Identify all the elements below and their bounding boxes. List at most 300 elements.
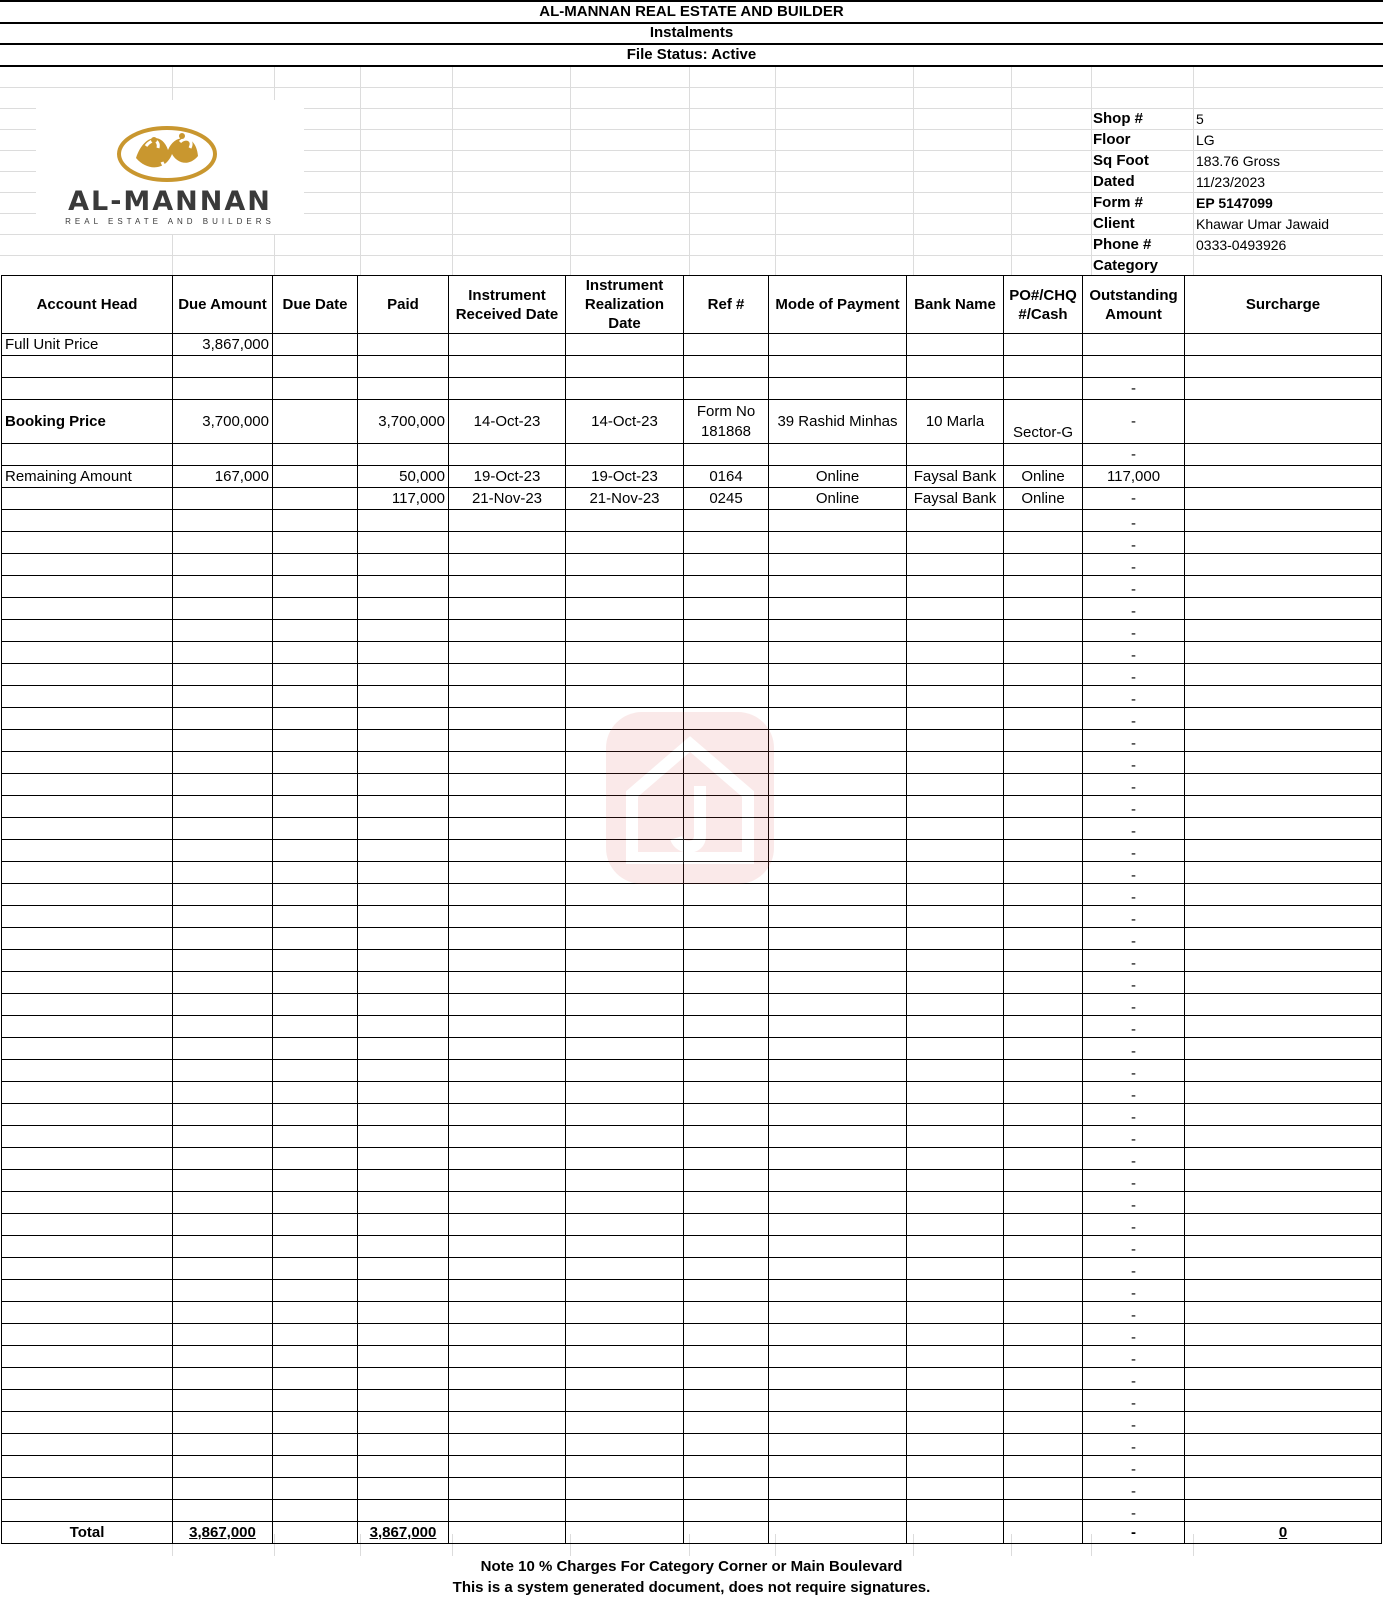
info-label: Sq Foot bbox=[1093, 152, 1149, 169]
cell-bank bbox=[907, 1500, 1004, 1522]
table-row bbox=[2, 1148, 1382, 1170]
cell-mode bbox=[769, 818, 907, 840]
cell-paid bbox=[358, 1192, 449, 1214]
cell-realization bbox=[566, 356, 684, 378]
col-ref: Ref # bbox=[684, 276, 769, 334]
cell-mode bbox=[769, 884, 907, 906]
cell-received bbox=[449, 1060, 566, 1082]
cell-account-head bbox=[2, 752, 173, 774]
cell-mode bbox=[769, 972, 907, 994]
cell-received bbox=[449, 444, 566, 466]
cell-po bbox=[1004, 1456, 1083, 1478]
cell-due-date bbox=[273, 1478, 358, 1500]
cell-po: Online bbox=[1004, 488, 1083, 510]
cell-due-date bbox=[273, 1148, 358, 1170]
cell-paid bbox=[358, 356, 449, 378]
cell-surcharge bbox=[1185, 356, 1382, 378]
logo-tagline: REAL ESTATE AND BUILDERS bbox=[65, 217, 275, 226]
cell-due-amount bbox=[173, 994, 273, 1016]
cell-bank bbox=[907, 1038, 1004, 1060]
cell-surcharge bbox=[1185, 1478, 1382, 1500]
cell-paid bbox=[358, 1214, 449, 1236]
table-row bbox=[2, 488, 1382, 510]
cell-bank bbox=[907, 796, 1004, 818]
cell-due-amount bbox=[173, 1434, 273, 1456]
cell-bank bbox=[907, 1280, 1004, 1302]
cell-account-head bbox=[2, 1214, 173, 1236]
cell-received bbox=[449, 1126, 566, 1148]
cell-surcharge bbox=[1185, 1104, 1382, 1126]
cell-realization bbox=[566, 950, 684, 972]
cell-po bbox=[1004, 356, 1083, 378]
cell-mode bbox=[769, 1060, 907, 1082]
cell-account-head bbox=[2, 884, 173, 906]
cell-due-date bbox=[273, 730, 358, 752]
footer-note: Note 10 % Charges For Category Corner or Main Boulevard bbox=[480, 1558, 903, 1575]
cell-mode bbox=[769, 598, 907, 620]
cell-ref bbox=[684, 1214, 769, 1236]
cell-received bbox=[449, 1390, 566, 1412]
cell-due-date bbox=[273, 642, 358, 664]
cell-po bbox=[1004, 950, 1083, 972]
cell-po bbox=[1004, 1346, 1083, 1368]
cell-mode bbox=[769, 1302, 907, 1324]
cell-due-date bbox=[273, 664, 358, 686]
house-watermark-icon bbox=[602, 708, 778, 888]
cell-due-date bbox=[273, 1280, 358, 1302]
cell-ref bbox=[684, 664, 769, 686]
cell-paid bbox=[358, 1126, 449, 1148]
cell-paid bbox=[358, 972, 449, 994]
cell-ref bbox=[684, 1148, 769, 1170]
file-status: File Status: Active bbox=[626, 46, 757, 63]
cell-outstanding: - bbox=[1083, 1170, 1185, 1192]
cell-due-date bbox=[273, 1082, 358, 1104]
cell-paid bbox=[358, 554, 449, 576]
cell-account-head bbox=[2, 356, 173, 378]
cell-account-head bbox=[2, 1302, 173, 1324]
cell-po bbox=[1004, 642, 1083, 664]
cell-surcharge bbox=[1185, 1148, 1382, 1170]
cell-surcharge bbox=[1185, 708, 1382, 730]
cell-account-head bbox=[2, 818, 173, 840]
cell-po bbox=[1004, 1060, 1083, 1082]
cell-due-amount bbox=[173, 1192, 273, 1214]
cell-outstanding: - bbox=[1083, 1082, 1185, 1104]
cell-mode bbox=[769, 1082, 907, 1104]
info-value: Khawar Umar Jawaid bbox=[1196, 216, 1330, 232]
cell-due-amount bbox=[173, 1500, 273, 1522]
cell-outstanding bbox=[1083, 356, 1185, 378]
cell-due-amount bbox=[173, 1412, 273, 1434]
table-row bbox=[2, 1060, 1382, 1082]
cell-mode bbox=[769, 1346, 907, 1368]
cell-po bbox=[1004, 1412, 1083, 1434]
cell-due-amount bbox=[173, 664, 273, 686]
cell-bank bbox=[907, 972, 1004, 994]
cell-due-amount bbox=[173, 972, 273, 994]
cell-po bbox=[1004, 752, 1083, 774]
cell-received bbox=[449, 950, 566, 972]
cell-outstanding: - bbox=[1083, 642, 1185, 664]
cell-outstanding: - bbox=[1083, 1302, 1185, 1324]
cell-bank bbox=[907, 1104, 1004, 1126]
cell-realization bbox=[566, 1126, 684, 1148]
cell-due-date bbox=[273, 1016, 358, 1038]
cell-ref bbox=[684, 356, 769, 378]
cell-received bbox=[449, 774, 566, 796]
cell-paid bbox=[358, 620, 449, 642]
cell-mode bbox=[769, 1038, 907, 1060]
cell-surcharge bbox=[1185, 1060, 1382, 1082]
cell-outstanding: - bbox=[1083, 1456, 1185, 1478]
col-due-date: Due Date bbox=[273, 276, 358, 334]
cell-bank bbox=[907, 642, 1004, 664]
total-empty-cell bbox=[566, 1522, 684, 1544]
cell-po bbox=[1004, 1170, 1083, 1192]
cell-bank bbox=[907, 1082, 1004, 1104]
cell-account-head bbox=[2, 1368, 173, 1390]
cell-outstanding: - bbox=[1083, 1280, 1185, 1302]
cell-received bbox=[449, 1412, 566, 1434]
cell-due-date bbox=[273, 972, 358, 994]
cell-bank bbox=[907, 1346, 1004, 1368]
cell-surcharge bbox=[1185, 488, 1382, 510]
cell-outstanding: - bbox=[1083, 488, 1185, 510]
cell-mode bbox=[769, 752, 907, 774]
table-row bbox=[2, 1368, 1382, 1390]
cell-ref bbox=[684, 378, 769, 400]
cell-received bbox=[449, 334, 566, 356]
cell-outstanding: - bbox=[1083, 928, 1185, 950]
cell-surcharge bbox=[1185, 1170, 1382, 1192]
cell-mode bbox=[769, 510, 907, 532]
total-empty-cell bbox=[1004, 1522, 1083, 1544]
table-row bbox=[2, 1016, 1382, 1038]
cell-received bbox=[449, 620, 566, 642]
cell-realization bbox=[566, 664, 684, 686]
cell-due-date bbox=[273, 356, 358, 378]
cell-received bbox=[449, 1478, 566, 1500]
cell-account-head bbox=[2, 554, 173, 576]
cell-outstanding: - bbox=[1083, 1478, 1185, 1500]
cell-bank bbox=[907, 1060, 1004, 1082]
cell-ref bbox=[684, 906, 769, 928]
cell-mode bbox=[769, 664, 907, 686]
cell-due-date bbox=[273, 1456, 358, 1478]
cell-mode bbox=[769, 378, 907, 400]
cell-realization: 14-Oct-23 bbox=[566, 400, 684, 444]
table-row bbox=[2, 664, 1382, 686]
cell-due-date bbox=[273, 1434, 358, 1456]
cell-surcharge bbox=[1185, 1324, 1382, 1346]
cell-realization bbox=[566, 1434, 684, 1456]
total-empty-cell bbox=[769, 1522, 907, 1544]
cell-account-head bbox=[2, 1500, 173, 1522]
cell-mode bbox=[769, 1324, 907, 1346]
cell-due-date bbox=[273, 1104, 358, 1126]
cell-received bbox=[449, 1104, 566, 1126]
cell-account-head bbox=[2, 796, 173, 818]
cell-account-head bbox=[2, 378, 173, 400]
cell-surcharge bbox=[1185, 466, 1382, 488]
cell-due-amount bbox=[173, 510, 273, 532]
cell-due-amount bbox=[173, 1346, 273, 1368]
cell-account-head bbox=[2, 444, 173, 466]
cell-po bbox=[1004, 708, 1083, 730]
cell-paid bbox=[358, 796, 449, 818]
cell-outstanding: - bbox=[1083, 884, 1185, 906]
cell-po bbox=[1004, 1236, 1083, 1258]
cell-surcharge bbox=[1185, 906, 1382, 928]
cell-due-date bbox=[273, 598, 358, 620]
cell-surcharge bbox=[1185, 554, 1382, 576]
cell-mode bbox=[769, 796, 907, 818]
cell-account-head bbox=[2, 730, 173, 752]
cell-bank bbox=[907, 862, 1004, 884]
cell-mode bbox=[769, 686, 907, 708]
cell-bank bbox=[907, 730, 1004, 752]
company-logo bbox=[36, 100, 304, 234]
cell-po bbox=[1004, 1214, 1083, 1236]
cell-realization bbox=[566, 642, 684, 664]
cell-outstanding: - bbox=[1083, 1016, 1185, 1038]
cell-surcharge bbox=[1185, 1302, 1382, 1324]
cell-outstanding: - bbox=[1083, 1214, 1185, 1236]
table-row bbox=[2, 1258, 1382, 1280]
cell-received bbox=[449, 1148, 566, 1170]
cell-realization bbox=[566, 510, 684, 532]
cell-surcharge bbox=[1185, 532, 1382, 554]
cell-account-head bbox=[2, 1038, 173, 1060]
cell-mode bbox=[769, 1258, 907, 1280]
cell-po bbox=[1004, 1258, 1083, 1280]
cell-surcharge bbox=[1185, 1456, 1382, 1478]
cell-po bbox=[1004, 1192, 1083, 1214]
table-row bbox=[2, 1412, 1382, 1434]
cell-received bbox=[449, 752, 566, 774]
cell-due-amount: 167,000 bbox=[173, 466, 273, 488]
cell-paid bbox=[358, 818, 449, 840]
cell-po: Sector-G bbox=[1004, 400, 1083, 444]
cell-due-date bbox=[273, 378, 358, 400]
cell-due-amount bbox=[173, 532, 273, 554]
table-row bbox=[2, 334, 1382, 356]
cell-ref bbox=[684, 1016, 769, 1038]
cell-due-date bbox=[273, 1192, 358, 1214]
cell-surcharge bbox=[1185, 796, 1382, 818]
cell-surcharge bbox=[1185, 752, 1382, 774]
cell-account-head bbox=[2, 1258, 173, 1280]
cell-due-date bbox=[273, 532, 358, 554]
cell-surcharge bbox=[1185, 598, 1382, 620]
cell-bank bbox=[907, 840, 1004, 862]
col-instrument-received-date: Instrument Received Date bbox=[449, 276, 566, 334]
cell-bank bbox=[907, 334, 1004, 356]
cell-bank bbox=[907, 1170, 1004, 1192]
cell-due-date bbox=[273, 774, 358, 796]
cell-due-date bbox=[273, 1214, 358, 1236]
total-empty-cell bbox=[907, 1522, 1004, 1544]
cell-realization bbox=[566, 1478, 684, 1500]
cell-outstanding: - bbox=[1083, 950, 1185, 972]
cell-received bbox=[449, 1456, 566, 1478]
cell-realization bbox=[566, 620, 684, 642]
cell-surcharge bbox=[1185, 884, 1382, 906]
cell-account-head bbox=[2, 1060, 173, 1082]
cell-mode bbox=[769, 950, 907, 972]
table-row bbox=[2, 1104, 1382, 1126]
cell-account-head bbox=[2, 1324, 173, 1346]
cell-due-amount bbox=[173, 1082, 273, 1104]
info-label: Dated bbox=[1093, 173, 1135, 190]
cell-received: 19-Oct-23 bbox=[449, 466, 566, 488]
cell-realization bbox=[566, 378, 684, 400]
cell-due-amount bbox=[173, 1104, 273, 1126]
cell-mode bbox=[769, 576, 907, 598]
cell-mode bbox=[769, 1390, 907, 1412]
cell-paid bbox=[358, 884, 449, 906]
cell-received bbox=[449, 708, 566, 730]
cell-bank bbox=[907, 444, 1004, 466]
cell-received bbox=[449, 818, 566, 840]
cell-mode bbox=[769, 774, 907, 796]
cell-due-date bbox=[273, 466, 358, 488]
cell-ref bbox=[684, 1434, 769, 1456]
cell-outstanding: - bbox=[1083, 1368, 1185, 1390]
cell-paid: 3,700,000 bbox=[358, 400, 449, 444]
total-label: Total bbox=[2, 1522, 173, 1544]
cell-due-amount bbox=[173, 686, 273, 708]
cell-ref bbox=[684, 1038, 769, 1060]
cell-realization bbox=[566, 1324, 684, 1346]
cell-outstanding: - bbox=[1083, 862, 1185, 884]
cell-surcharge bbox=[1185, 1368, 1382, 1390]
cell-po bbox=[1004, 928, 1083, 950]
cell-surcharge bbox=[1185, 1038, 1382, 1060]
cell-ref bbox=[684, 1104, 769, 1126]
cell-account-head bbox=[2, 620, 173, 642]
cell-account-head bbox=[2, 774, 173, 796]
cell-realization bbox=[566, 1390, 684, 1412]
cell-due-amount bbox=[173, 1170, 273, 1192]
cell-due-amount bbox=[173, 1214, 273, 1236]
cell-po: Online bbox=[1004, 466, 1083, 488]
cell-paid bbox=[358, 664, 449, 686]
cell-mode bbox=[769, 1170, 907, 1192]
cell-due-date bbox=[273, 1368, 358, 1390]
cell-mode bbox=[769, 840, 907, 862]
cell-po bbox=[1004, 906, 1083, 928]
cell-outstanding: - bbox=[1083, 1060, 1185, 1082]
table-row bbox=[2, 444, 1382, 466]
cell-paid bbox=[358, 1346, 449, 1368]
cell-surcharge bbox=[1185, 1434, 1382, 1456]
cell-surcharge bbox=[1185, 1346, 1382, 1368]
cell-received bbox=[449, 1302, 566, 1324]
cell-realization bbox=[566, 1060, 684, 1082]
cell-paid bbox=[358, 686, 449, 708]
cell-due-amount bbox=[173, 840, 273, 862]
cell-account-head bbox=[2, 1192, 173, 1214]
cell-realization bbox=[566, 928, 684, 950]
table-row bbox=[2, 1082, 1382, 1104]
cell-ref bbox=[684, 686, 769, 708]
cell-due-date bbox=[273, 334, 358, 356]
cell-received bbox=[449, 840, 566, 862]
cell-realization bbox=[566, 1038, 684, 1060]
cell-outstanding: - bbox=[1083, 532, 1185, 554]
table-row bbox=[2, 1236, 1382, 1258]
cell-outstanding: - bbox=[1083, 774, 1185, 796]
table-row bbox=[2, 1192, 1382, 1214]
cell-bank bbox=[907, 1016, 1004, 1038]
cell-ref bbox=[684, 1390, 769, 1412]
cell-outstanding: - bbox=[1083, 664, 1185, 686]
cell-paid bbox=[358, 532, 449, 554]
cell-due-amount bbox=[173, 1148, 273, 1170]
cell-po bbox=[1004, 1148, 1083, 1170]
cell-po bbox=[1004, 818, 1083, 840]
cell-due-amount bbox=[173, 1038, 273, 1060]
cell-po bbox=[1004, 1478, 1083, 1500]
table-row bbox=[2, 642, 1382, 664]
cell-account-head bbox=[2, 1104, 173, 1126]
cell-realization bbox=[566, 334, 684, 356]
cell-bank bbox=[907, 532, 1004, 554]
cell-po bbox=[1004, 510, 1083, 532]
cell-due-date bbox=[273, 906, 358, 928]
cell-due-date bbox=[273, 1412, 358, 1434]
cell-realization bbox=[566, 1456, 684, 1478]
cell-po bbox=[1004, 378, 1083, 400]
cell-realization bbox=[566, 1148, 684, 1170]
cell-mode bbox=[769, 620, 907, 642]
table-row bbox=[2, 1478, 1382, 1500]
table-row bbox=[2, 598, 1382, 620]
cell-received bbox=[449, 796, 566, 818]
cell-outstanding: - bbox=[1083, 1104, 1185, 1126]
cell-account-head bbox=[2, 1236, 173, 1258]
cell-po bbox=[1004, 620, 1083, 642]
cell-surcharge bbox=[1185, 862, 1382, 884]
cell-bank bbox=[907, 1412, 1004, 1434]
cell-realization bbox=[566, 1192, 684, 1214]
cell-realization: 21-Nov-23 bbox=[566, 488, 684, 510]
cell-mode bbox=[769, 730, 907, 752]
cell-due-amount bbox=[173, 1324, 273, 1346]
table-row bbox=[2, 686, 1382, 708]
cell-mode bbox=[769, 642, 907, 664]
cell-surcharge bbox=[1185, 1390, 1382, 1412]
cell-bank: Faysal Bank bbox=[907, 466, 1004, 488]
cell-ref: 0164 bbox=[684, 466, 769, 488]
cell-received bbox=[449, 1434, 566, 1456]
cell-bank bbox=[907, 1478, 1004, 1500]
table-row bbox=[2, 1346, 1382, 1368]
cell-mode bbox=[769, 1192, 907, 1214]
cell-bank bbox=[907, 928, 1004, 950]
cell-received bbox=[449, 686, 566, 708]
cell-ref bbox=[684, 928, 769, 950]
cell-account-head bbox=[2, 576, 173, 598]
cell-realization bbox=[566, 1280, 684, 1302]
cell-po bbox=[1004, 774, 1083, 796]
col-instrument-realization-date: Instrument Realization Date bbox=[566, 276, 684, 334]
col-outstanding-amount: Outstanding Amount bbox=[1083, 276, 1185, 334]
cell-due-date bbox=[273, 928, 358, 950]
cell-received bbox=[449, 1082, 566, 1104]
